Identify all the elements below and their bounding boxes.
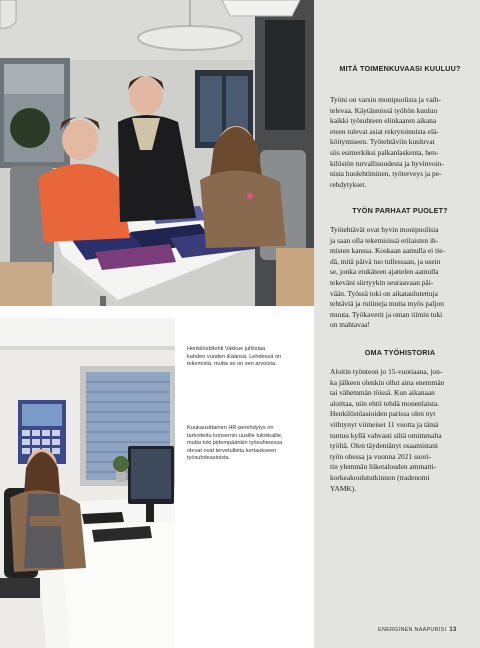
body-line: rehdytykset. bbox=[330, 179, 367, 189]
body-line: se, jonka etukäteen ajattelen aamulla bbox=[330, 267, 439, 277]
body-line: kilöstön turvallisuudesta ja hyvinvoin- bbox=[330, 158, 444, 168]
body-line: tuntuu kyllä vahvasti siltä omimmalta bbox=[330, 430, 442, 440]
body-line: työltä. Olen täydentänyt osaamistani bbox=[330, 441, 438, 451]
body-line: Työtehtävät ovat hyvin monipuolisia bbox=[330, 225, 439, 234]
body-line: muuta. Työkaverit ja oman tiimin tuki bbox=[330, 309, 443, 319]
body-line: televaa. Käytännössä työhön kuuluu bbox=[330, 105, 438, 115]
photo-caption-2: Kuukausittainen HR-perehdytys on tarkoitettu konsernin uusille tulokkaille, mutta toki pidempäänkin työsuhteessa olevat ovat tervetulleita kertaukseen työsuhdeasioista. bbox=[187, 425, 283, 462]
body-line: dä, mitä päivä tuo tullessaan, ja usein bbox=[330, 256, 441, 266]
body-line: tin ylemmän liiketalouden ammatti- bbox=[330, 462, 437, 472]
body-line: tekeväni siirtyykin seuraavaan päi- bbox=[330, 277, 434, 287]
section-heading: OMA TYÖHISTORIA bbox=[364, 348, 436, 357]
body-line: köitymiseen. Työtehtäviin kuuluvat bbox=[330, 137, 435, 147]
body-line: viihtynyt viimeiset 11 vuotta ja tämä bbox=[330, 419, 439, 429]
photo-meeting bbox=[0, 0, 314, 306]
article-column bbox=[314, 0, 480, 648]
page-footer bbox=[378, 627, 457, 633]
body-line: ja saan olla tekemisissä erilaisten ih- bbox=[330, 235, 439, 245]
body-line: Työni on varsin monipuolista ja vaih- bbox=[330, 95, 441, 104]
photo-caption-1: Henkilöstölehti Vakkue juhlistaa kahden vuoden ikäänsä. Lehdessä on tekemistä, mutta se on sen arvoista. bbox=[187, 346, 282, 368]
section-parhaat-puolet bbox=[330, 206, 470, 216]
body-line: siis esimerkiksi palkanlaskenta, hen- bbox=[330, 147, 439, 157]
publication-name: ENERGINEN NAAPURISI bbox=[378, 627, 447, 633]
body-line: työn ohessa ja vuonna 2021 suori- bbox=[330, 451, 432, 461]
body-line: eteen tulevat asiat rekrytoinnista elä- bbox=[330, 126, 439, 136]
section-toimenkuva bbox=[330, 64, 470, 74]
section-body bbox=[330, 225, 470, 331]
page-number: 13 bbox=[449, 627, 457, 633]
body-line: ka jälkeen olenkin ollut aina enemmän bbox=[330, 377, 445, 387]
section-body bbox=[330, 95, 470, 190]
body-line: YAMK). bbox=[330, 483, 357, 493]
body-line: tai vähemmän töissä. Kun aikanaan bbox=[330, 388, 435, 398]
section-heading: TYÖN PARHAAT PUOLET? bbox=[352, 206, 448, 215]
section-tyohistoria bbox=[330, 348, 470, 358]
body-line: korkeakoulututkinnon (tradenomi bbox=[330, 472, 430, 482]
section-heading: MITÄ TOIMENKUVAASI KUULUU? bbox=[339, 64, 461, 73]
photo-workstation bbox=[0, 318, 175, 648]
body-line: nista huolehtiminen, työterveys ja pe- bbox=[330, 169, 442, 179]
section-body bbox=[330, 367, 470, 494]
body-line: tehtäviä ja rutiineja mutta myös paljon bbox=[330, 299, 444, 309]
body-line: aloittaa, niin ehtii tehdä monenlaista. bbox=[330, 398, 440, 408]
body-line: kaikki työsuhteen elinkaaren aikana bbox=[330, 116, 437, 126]
body-line: Aloitin työnteon jo 15-vuotiaana, jon- bbox=[330, 367, 443, 376]
body-line: vään. Työssä toki on aikataulutettuja bbox=[330, 288, 438, 298]
body-line: on mahtavaa! bbox=[330, 320, 371, 330]
body-line: misten kanssa. Koskaan aamulla ei tie- bbox=[330, 246, 445, 256]
body-line: Henkilöstöasioiden parissa olen nyt bbox=[330, 409, 436, 419]
